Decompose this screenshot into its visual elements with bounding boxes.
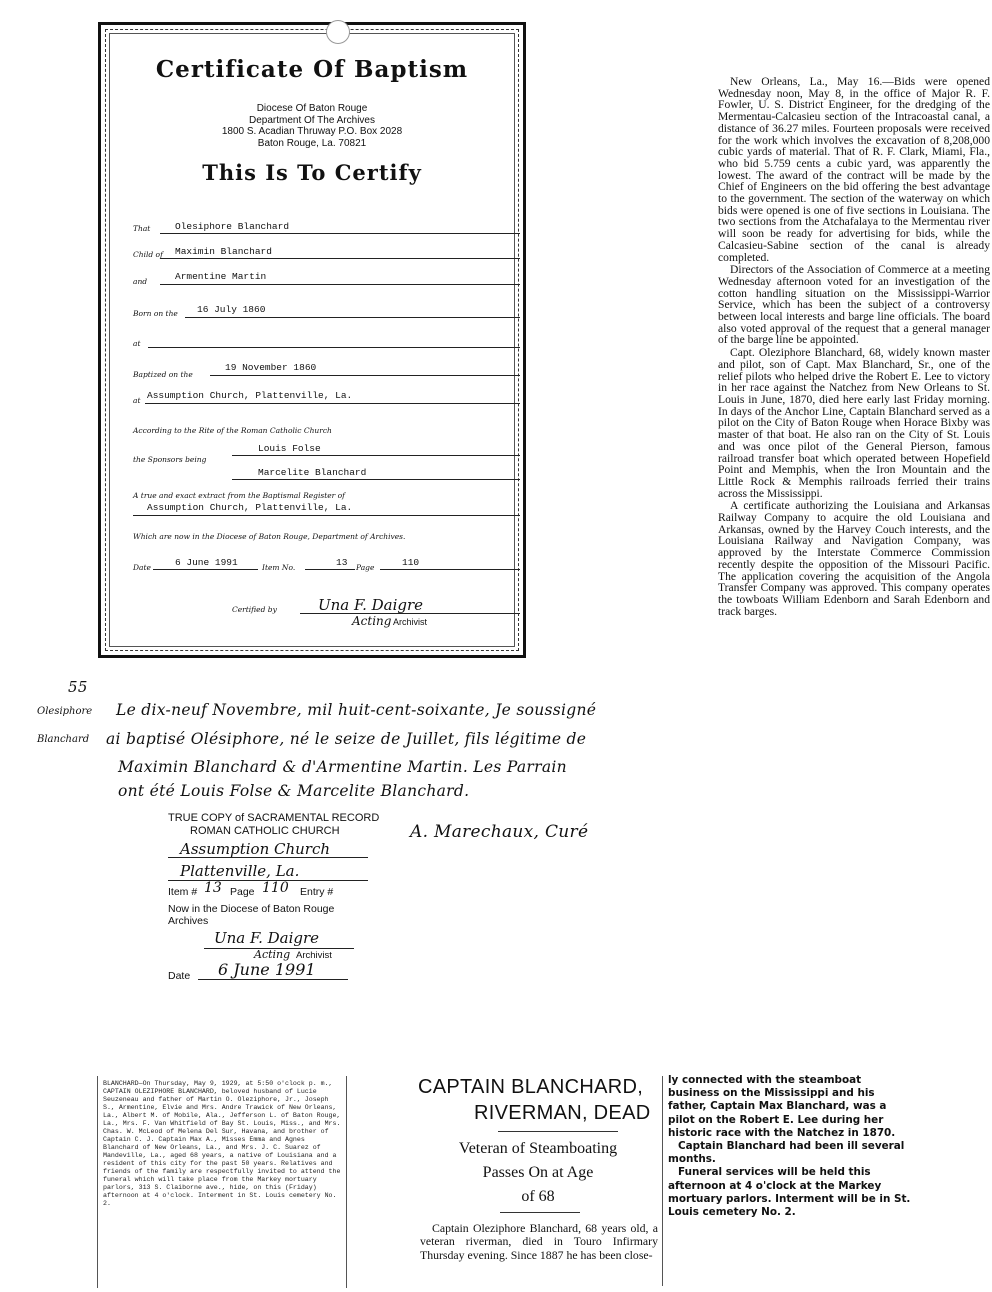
label-at2: at [133,396,141,405]
value-that: Olesiphore Blanchard [175,221,290,232]
value-baptized-on: 19 November 1860 [225,362,317,373]
rule [232,455,520,456]
rule [185,317,520,318]
news-paragraph: Directors of the Association of Commerce at a meeting Wednesday afternoon voted for an investigation of the cotton handling situation on the Mississippi-Warrior Service, which has been the subject of a controversy between local interests and barge line officials. The board also voted approval of the request that a general manager of the barge line be appointed. [718,263,990,347]
article-deck-3: of 68 [521,1188,555,1205]
certificate-title: Certificate Of Baptism [155,56,469,83]
label-page: Page [356,563,375,572]
value-date: 6 June 1991 [175,557,238,568]
rule [380,569,520,570]
article-headline-1: CAPTAIN BLANCHARD, [418,1076,644,1098]
rule [232,479,520,480]
rule [305,569,355,570]
rule [145,403,520,404]
headline-divider [498,1131,618,1132]
certificate-signature: Una F. Daigre [318,596,424,614]
priest-signature: A. Marechaux, Curé [410,822,589,842]
label-item-no: Item No. [262,563,296,572]
certify-heading: This Is To Certify [202,160,422,185]
label-at: at [133,339,141,348]
article-headline-2: RIVERMAN, DEAD [474,1102,651,1124]
stamp-archivist: Archivist [296,950,332,961]
register-line-3: Maximin Blanchard & d'Armentine Martin. Les Parrain [118,758,567,776]
certificate-archivist: Archivist [393,617,428,627]
stamp-signature: Una F. Daigre [214,929,320,947]
address-line: 1800 S. Acadian Thruway P.O. Box 2028 [221,126,403,137]
address-line: Diocese Of Baton Rouge [256,103,368,114]
stamp-church-hand: Assumption Church [180,840,331,858]
label-rite: According to the Rite of the Roman Catholic Church [133,426,332,435]
address-line: Baton Rouge, La. 70821 [257,137,367,149]
article-col2-paragraph: Funeral services will be held this afternoon at 4 o'clock at the Markey mortuary parlors. Interment will be in St. Louis cemetery No. 2. [668,1166,911,1219]
rule [300,613,520,614]
register-margin-name-2: Blanchard [37,734,90,745]
label-child-of: Child of [133,250,163,259]
news-paragraph: Capt. Oleziphore Blanchard, 68, widely known master and pilot, son of Capt. Max Blanchard, Sr., one of the relief pilots who helped drive the Robert E. Lee to victory in her race against the Natchez from New Orleans to St. Louis in June, 1870, died here early last Friday morning. In days of the Anchor Line, Captain Blanchard served as a pilot on the City of Baton Rouge when Horace Bixby was master of that boat. He also ran on the City of St. Louis and was once pilot of the General Pierson, famous railroad transfer boat which operated between Hopefield Point and Memphis, when the Iron Mountain and the Little Rock & Memphis railroads ferried their trains across the Mississippi. [718,346,990,500]
address-line: Department Of The Archives [249,114,375,126]
obituary-notice: BLANCHARD—On Thursday, May 9, 1929, at 5:50 o'clock p. m., CAPTAIN OLEZIPHORE BLANCHARD, beloved husband of Lucie Seuzeneau and father of Martin O. Oleziphore, Jr., Joseph S., Armentine, Elvie and Mrs. Andre Trawick of New Orleans, La., Albert M. of Mobile, Ala., Jefferson L. of Baton Rouge, La., Mrs. F. Van Whitfield of Bay St. Louis, Miss., and Mrs. Chas. W. McLeod of Melena Del Sur, Havana, and brother of Captain C. J. Captain Max A., Misses Emma and Agnes Blanchard of New Orleans, La., and Mrs. J. C. Suarez of Mandeville, La., aged 68 years, a native of Louisiana and a resident of this city for the past 50 years. Relatives and friends of the family are respectfully invited to attend the funeral which will take place from the Markey mortuary parlors, 313 S. Claiborne ave., hide, on this (Friday) afternoon at 4 o'clock. Interment in St. Louis cemetery No. 2. [103,1080,341,1207]
label-born-on: Born on the [133,309,178,318]
value-extract: Assumption Church, Plattenville, La. [147,502,353,513]
label-extract: A true and exact extract from the Baptismal Register of [133,491,345,500]
stamp-place-hand: Plattenville, La. [180,862,300,880]
rule [160,284,520,285]
rule [160,233,520,234]
rule [168,857,368,858]
label-that: That [133,224,151,233]
deck-divider [500,1212,580,1213]
value-sponsor-1: Louis Folse [258,443,321,454]
news-paragraph: New Orleans, La., May 16.—Bids were opened Wednesday noon, May 8, in the office of Major R. F. Fowler, U. S. District Engineer, for the dredging of the Mermentau-Calcasieu section of the Intracoastal canal, a distance of 36.27 miles. Fourteen proposals were received for the work which involves the excavation of 8,208,000 cubic yards of material. That of R. F. Clark, Miami, Fla., who bid 5.759 cents a cubic yard, was apparently the lowest. The award of the contract will be made by the Chief of Engineers on the bid offering the best advantage to the government. The section of the waterway on which bids were opened is one of five sections in Louisiana. The two sections from the Atchafalaya to the Mermentau river will soon be ready for advertising for bids, while the Calcasieu-Sabine section of the canal is already completed. [718,75,990,264]
label-certified-by: Certified by [232,605,277,614]
register-entry-number: 55 [68,678,88,696]
article-column-1: Captain Oleziphore Blanchard, 68 years old, a veteran riverman, died in Touro Infirmary Thursday evening. Since 1887 he has been close- [420,1221,658,1262]
label-and: and [133,277,148,286]
value-baptism-place: Assumption Church, Plattenville, La. [147,390,353,401]
stamp-item-label: Item # [168,886,198,898]
rule [148,347,520,348]
value-page: 110 [402,557,420,568]
rule [198,979,348,980]
label-baptized-on: Baptized on the [133,370,193,379]
value-born-on: 16 July 1860 [197,304,266,315]
register-line-4: ont été Louis Folse & Marcelite Blanchard. [118,782,470,800]
column-divider [662,1076,663,1286]
stamp-entry-label: Entry # [300,886,334,898]
rule [153,569,258,570]
value-child-of: Maximin Blanchard [175,246,272,257]
value-and: Armentine Martin [175,271,267,282]
news-column [718,76,990,618]
register-margin-name-1: Olesiphore [37,706,93,717]
register-line-2: ai baptisé Olésiphore, né le seize de Juillet, fils légitime de [106,730,587,748]
stamp-line-1: TRUE COPY of SACRAMENTAL RECORD [168,812,380,824]
news-paragraph: A certificate authorizing the Louisiana and Arkansas Railway Company to acquire the old Louisiana and Arkansas, owned by the Harvey Couch interests, and the Louisiana Railway and Navigation Company, was approved by the Interstate Commerce Commission recently despite the opposition of the Missouri Pacific. The application covering the acquisition of the Angola Transfer Company was approved. This company operates the towboats William Edenborn and Sarah Edenborn and track barges. [718,499,990,618]
rule [210,375,520,376]
stamp-now-in: Now in the Diocese of Baton Rouge Archives [168,903,335,927]
label-sponsors: the Sponsors being [133,455,207,464]
stamp-item-value: 13 [204,880,222,896]
punch-hole [326,20,350,44]
value-sponsor-2: Marcelite Blanchard [258,467,367,478]
rule [160,258,520,259]
article-col2-paragraph: Captain Blanchard had been ill several months. [668,1140,905,1166]
stamp-line-2: ROMAN CATHOLIC CHURCH [190,825,340,837]
value-item-no: 13 [336,557,348,568]
label-diocese: Which are now in the Diocese of Baton Rouge, Department of Archives. [133,532,406,541]
article-deck-1: Veteran of Steamboating [458,1140,618,1157]
register-line-1: Le dix-neuf Novembre, mil huit-cent-soixante, Je soussigné [116,701,597,719]
label-date: Date [133,563,151,572]
stamp-page-value: 110 [262,880,289,896]
rule [133,515,520,516]
article-column-2 [668,1074,916,1219]
stamp-date-label: Date [168,970,191,982]
certificate-acting: Acting [352,614,392,628]
stamp-page-label: Page [230,886,255,898]
certificate-address [98,103,526,149]
article-deck-2: Passes On at Age [482,1164,594,1181]
stamp-date-value: 6 June 1991 [218,960,316,979]
article-col2-paragraph: ly connected with the steamboat business on the Mississippi and his father, Captain Max Blanchard, was a pilot on the Robert E. Lee during her historic race with the Natchez in 1870. [668,1074,896,1139]
stamp-acting: Acting [254,948,291,961]
